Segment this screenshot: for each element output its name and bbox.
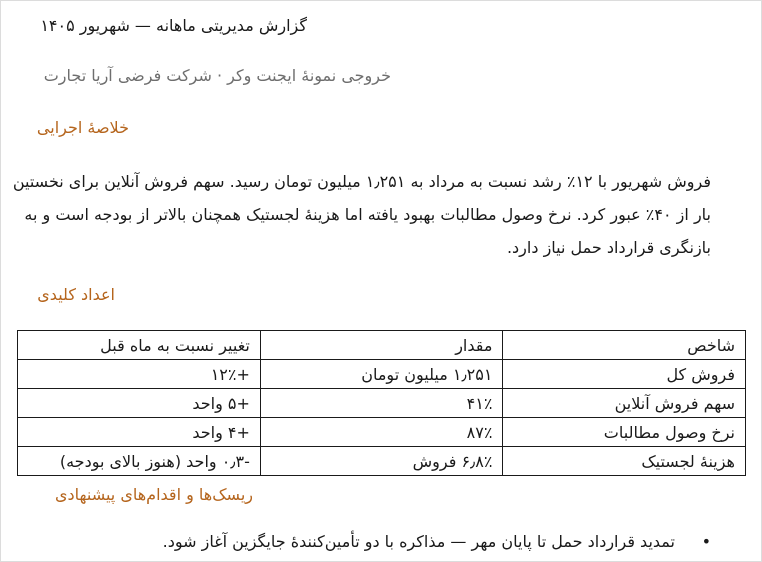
table-cell: ۸۷٪ [260, 418, 503, 447]
risks-list [13, 529, 713, 555]
table-cell: ۱٫۲۵۱ میلیون تومان [260, 360, 503, 389]
summary-paragraph: فروش شهریور با ۱۲٪ رشد نسبت به مرداد به ۱٫۲۵۱ میلیون تومان رسید. سهم فروش آنلاین برای نخستین بار از ۴۰٪ عبور کرد. نرخ وصول مطالبات بهبود یافته اما هزینهٔ لجستیک همچنان بالاتر از بودجه است و به بازنگری قرارداد حمل نیاز دارد. [12, 172, 711, 257]
risks-heading: ریسک‌ها و اقدام‌های پیشنهادی [54, 485, 253, 504]
report-document [1, 1, 762, 562]
summary-heading: خلاصهٔ اجرایی [36, 118, 129, 137]
table-row [18, 447, 746, 476]
kpi-heading: اعداد کلیدی [37, 285, 115, 304]
column-header-value: مقدار [260, 331, 503, 360]
table-cell: +۵ واحد [18, 389, 261, 418]
table-cell: -۰٫۳ واحد (هنوز بالای بودجه) [18, 447, 261, 476]
column-header-metric: شاخص [503, 331, 746, 360]
table-row [18, 360, 746, 389]
table-cell: ۴۱٪ [260, 389, 503, 418]
table-cell: ۶٫۸٪ فروش [260, 447, 503, 476]
table-cell: نرخ وصول مطالبات [503, 418, 746, 447]
table-cell: سهم فروش آنلاین [503, 389, 746, 418]
table-cell: هزینهٔ لجستیک [503, 447, 746, 476]
table-row [18, 418, 746, 447]
column-header-change: تغییر نسبت به ماه قبل [18, 331, 261, 360]
list-item-text: تمدید قرارداد حمل تا پایان مهر — مذاکره با دو تأمین‌کنندهٔ جایگزین آغاز شود. [162, 532, 675, 551]
report-subtitle: خروجی نمونهٔ ایجنت وکر · شرکت فرضی آریا تجارت [43, 66, 391, 85]
table-row [18, 389, 746, 418]
table-cell: +۱۲٪ [18, 360, 261, 389]
table-cell: فروش کل [503, 360, 746, 389]
report-title: گزارش مدیریتی ماهانه — شهریور ۱۴۰۵ [40, 16, 307, 35]
table-header-row [18, 331, 746, 360]
bullet-icon: • [701, 532, 711, 551]
list-item [13, 529, 713, 555]
table-cell: +۴ واحد [18, 418, 261, 447]
kpi-table [17, 330, 746, 476]
